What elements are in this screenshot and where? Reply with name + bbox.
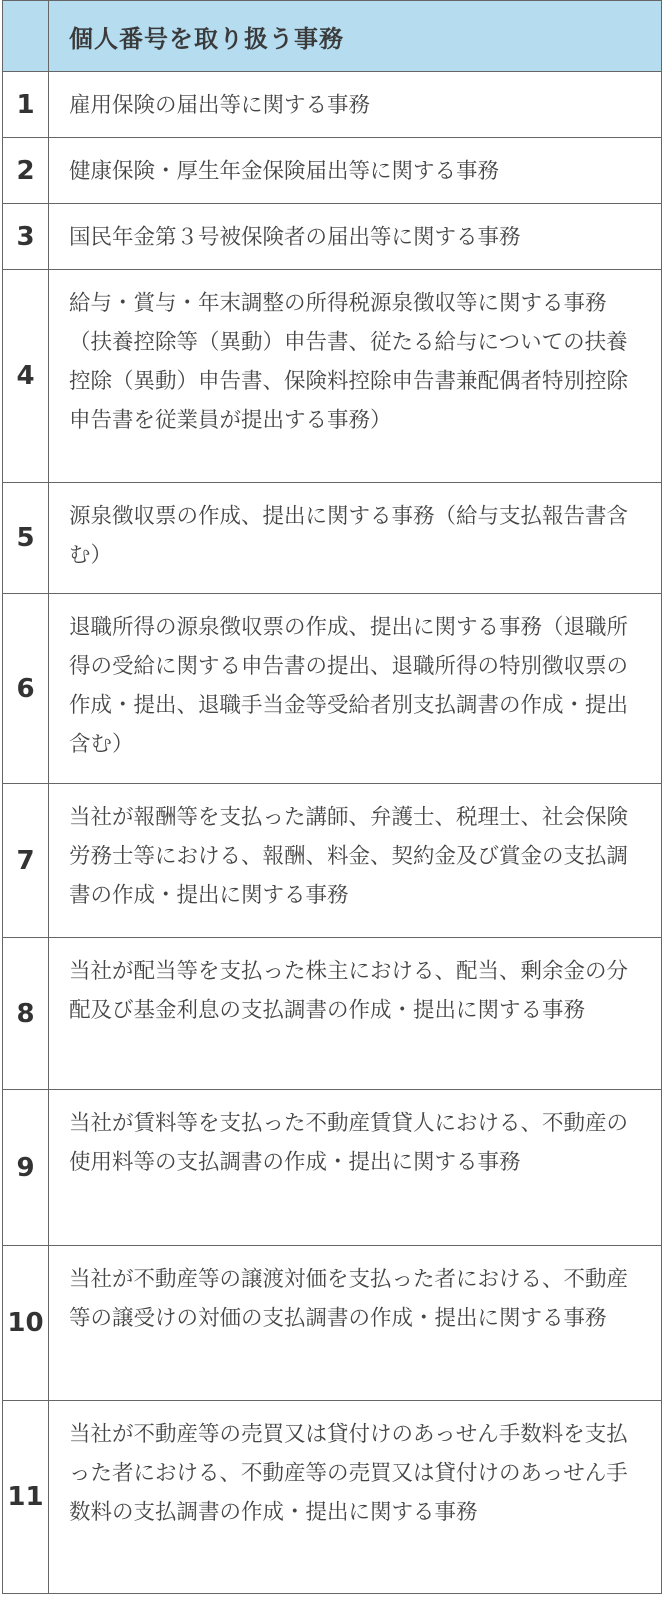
- row-number: 1: [3, 72, 49, 138]
- row-text: 当社が不動産等の売買又は貸付けのあっせん手数料を支払った者における、不動産等の売買又は貸付けのあっせん手数料の支払調書の作成・提出に関する事務: [49, 1401, 662, 1594]
- row-number: 11: [3, 1401, 49, 1594]
- table-row: [3, 483, 662, 594]
- row-number: 7: [3, 784, 49, 938]
- table-row: [3, 138, 662, 204]
- row-text: 当社が賃料等を支払った不動産賃貸人における、不動産の使用料等の支払調書の作成・提出に関する事務: [49, 1090, 662, 1246]
- row-number: 8: [3, 938, 49, 1090]
- row-number: 4: [3, 270, 49, 483]
- table-row: [3, 1401, 662, 1594]
- row-number: 5: [3, 483, 49, 594]
- header-title-cell: [49, 1, 662, 72]
- table-row: [3, 270, 662, 483]
- table-row: [3, 1246, 662, 1401]
- row-number: 3: [3, 204, 49, 270]
- row-text: 雇用保険の届出等に関する事務: [49, 72, 662, 138]
- header-number-cell: [3, 1, 49, 72]
- row-text: 当社が不動産等の譲渡対価を支払った者における、不動産等の譲受けの対価の支払調書の作成・提出に関する事務: [49, 1246, 662, 1401]
- row-text: 当社が報酬等を支払った講師、弁護士、税理士、社会保険労務士等における、報酬、料金、契約金及び賞金の支払調書の作成・提出に関する事務: [49, 784, 662, 938]
- row-text: 健康保険・厚生年金保険届出等に関する事務: [49, 138, 662, 204]
- table-row: [3, 204, 662, 270]
- row-number: 10: [3, 1246, 49, 1401]
- table-header-row: [3, 1, 662, 72]
- row-number: 6: [3, 594, 49, 784]
- table-row: [3, 784, 662, 938]
- row-text: 当社が配当等を支払った株主における、配当、剰余金の分配及び基金利息の支払調書の作成・提出に関する事務: [49, 938, 662, 1090]
- table-row: [3, 938, 662, 1090]
- row-number: 2: [3, 138, 49, 204]
- row-text: 源泉徴収票の作成、提出に関する事務（給与支払報告書含む）: [49, 483, 662, 594]
- row-text: 給与・賞与・年末調整の所得税源泉徴収等に関する事務（扶養控除等（異動）申告書、従たる給与についての扶養控除（異動）申告書、保険料控除申告書兼配偶者特別控除申告書を従業員が提出する事務）: [49, 270, 662, 483]
- header-title: 個人番号を取り扱う事務: [69, 24, 344, 53]
- table-row: [3, 594, 662, 784]
- table-row: [3, 72, 662, 138]
- office-work-table: [2, 0, 662, 1594]
- table-row: [3, 1090, 662, 1246]
- row-number: 9: [3, 1090, 49, 1246]
- row-text: 国民年金第３号被保険者の届出等に関する事務: [49, 204, 662, 270]
- row-text: 退職所得の源泉徴収票の作成、提出に関する事務（退職所得の受給に関する申告書の提出、退職所得の特別徴収票の作成・提出、退職手当金等受給者別支払調書の作成・提出含む）: [49, 594, 662, 784]
